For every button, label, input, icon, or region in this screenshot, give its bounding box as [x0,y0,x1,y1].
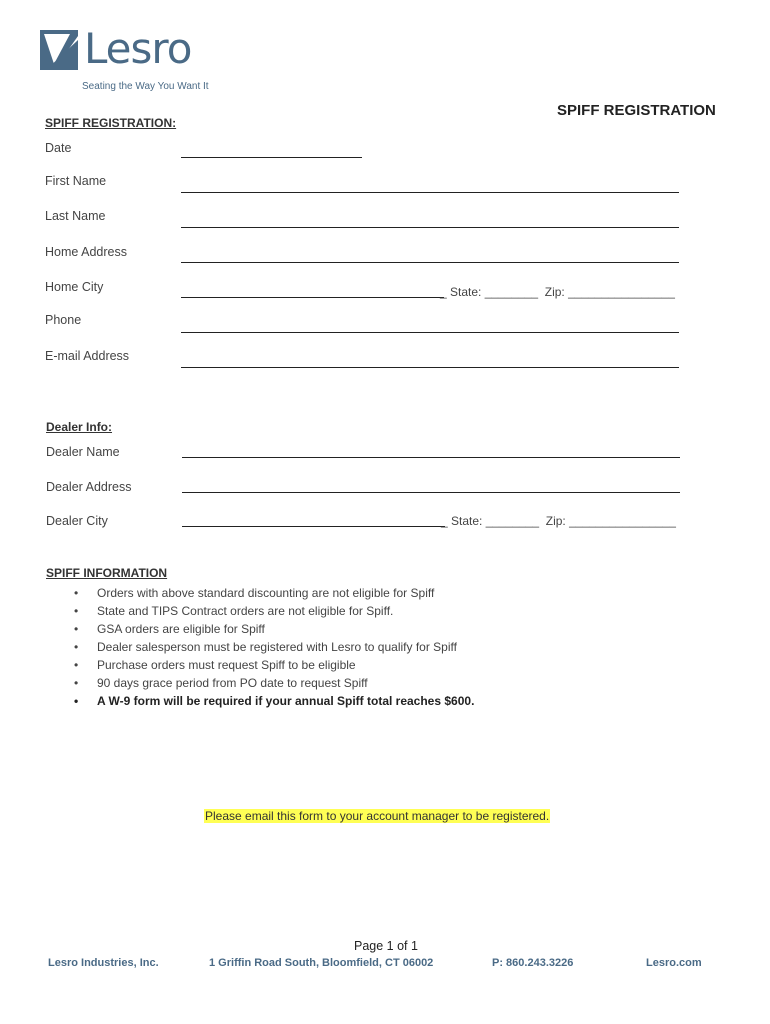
home-address-field[interactable] [181,262,679,263]
spiff-info-list [74,584,474,710]
last-name-label: Last Name [45,209,106,223]
first-name-field[interactable] [181,192,679,193]
list-item: • Orders with above standard discounting are not eligible for Spiff [74,586,435,600]
list-item: • 90 days grace period from PO date to request Spiff [74,676,368,690]
logo-wordmark: Lesro [84,24,192,73]
registration-heading: SPIFF REGISTRATION: [45,116,177,130]
dealer-name-label: Dealer Name [46,445,120,459]
lesro-logo-icon [40,30,78,70]
logo-tagline: Seating the Way You Want It [82,81,209,92]
email-instruction-note: Please email this form to your account manager to be registered. [205,809,550,823]
dealer-address-field[interactable] [182,492,680,493]
footer-website[interactable]: Lesro.com [646,957,702,969]
spiff-info-heading: SPIFF INFORMATION [46,566,168,580]
home-city-field[interactable] [181,297,444,298]
phone-label: Phone [45,313,82,327]
list-item: • State and TIPS Contract orders are not eligible for Spiff. [74,604,394,618]
date-label: Date [45,141,72,155]
last-name-field[interactable] [181,227,679,228]
phone-field[interactable] [181,332,679,333]
document-title: SPIFF REGISTRATION [557,102,716,119]
email-field[interactable] [181,367,679,368]
dealer-state-zip-fields[interactable]: _ State: ________ Zip: ________________ [441,514,676,528]
list-item: • Dealer salesperson must be registered with Lesro to qualify for Spiff [74,640,457,654]
page-indicator: Page 1 of 1 [354,939,418,953]
footer-phone: P: 860.243.3226 [492,957,574,969]
home-address-label: Home Address [45,245,127,259]
footer-company: Lesro Industries, Inc. [48,957,159,969]
email-label: E-mail Address [45,349,130,363]
home-state-zip-fields[interactable]: _ State: ________ Zip: ________________ [440,285,675,299]
dealer-name-field[interactable] [182,457,680,458]
home-city-label: Home City [45,280,104,294]
bullet-icon: • [74,604,79,618]
first-name-label: First Name [45,174,107,188]
bullet-icon: • [74,658,79,672]
bullet-icon: • [74,640,79,654]
bullet-icon: • [74,586,79,600]
list-item: • Purchase orders must request Spiff to be eligible [74,658,356,672]
date-field[interactable] [181,157,362,158]
list-item: • GSA orders are eligible for Spiff [74,622,265,636]
footer-address: 1 Griffin Road South, Bloomfield, CT 06002 [209,957,434,969]
dealer-city-label: Dealer City [46,514,108,528]
bullet-icon: • [74,694,79,708]
dealer-city-field[interactable] [182,526,445,527]
list-item-w9-notice: • A W-9 form will be required if your annual Spiff total reaches $600. [74,694,475,708]
bullet-icon: • [74,676,79,690]
bullet-icon: • [74,622,79,636]
dealer-address-label: Dealer Address [46,480,132,494]
dealer-info-heading: Dealer Info: [46,420,113,434]
